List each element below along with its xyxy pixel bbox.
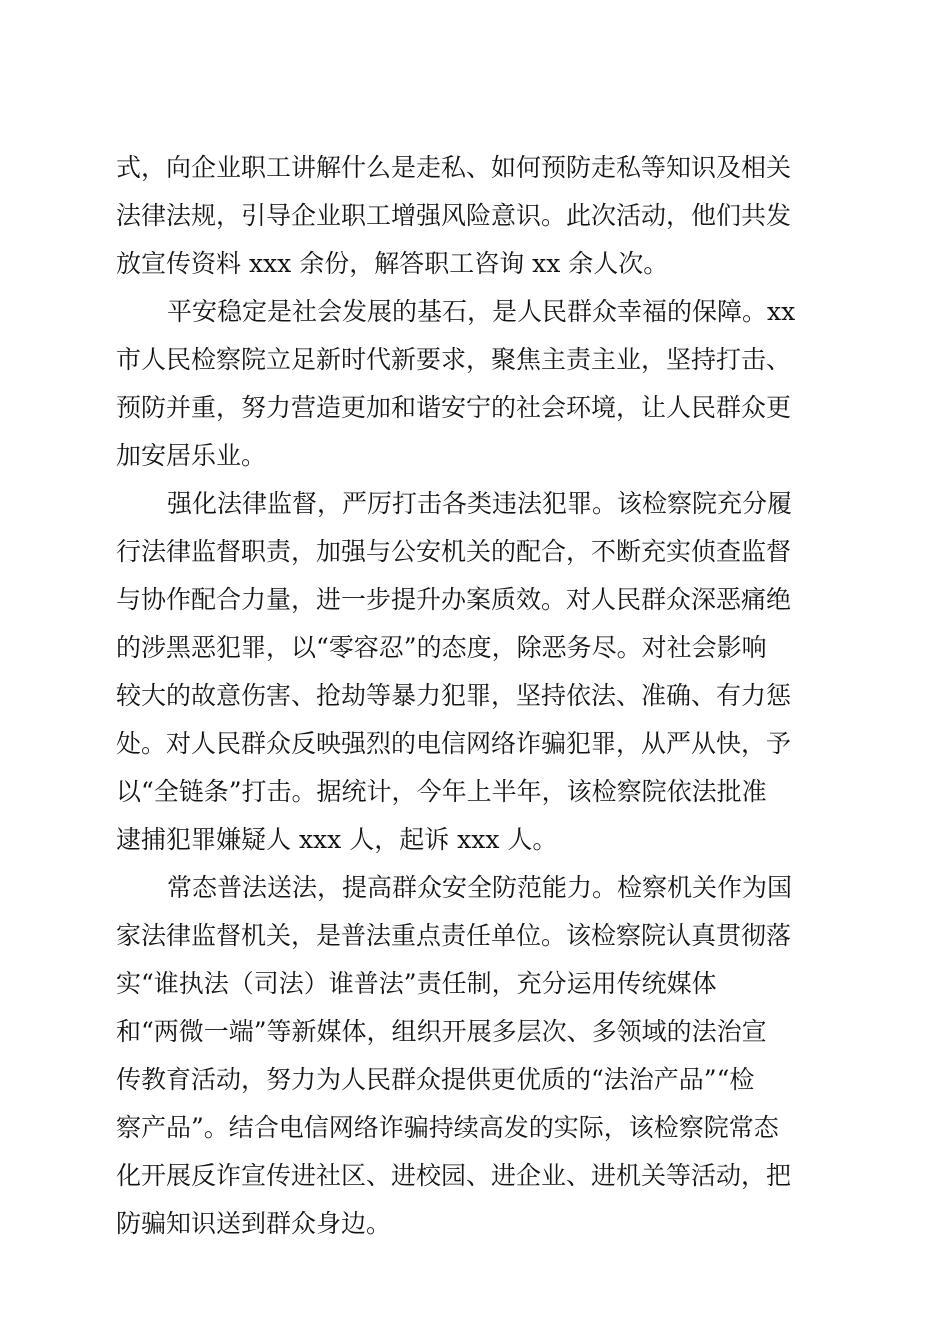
paragraph-3-line-8: 逮捕犯罪嫌疑人 xxx 人，起诉 xxx 人。 <box>116 825 558 854</box>
paragraph-4-line-7: 化开展反诈宣传进社区、进校园、进企业、进机关等活动，把 <box>116 1161 792 1190</box>
paragraph-2-line-2: 市人民检察院立足新时代新要求，聚焦主责主业，坚持打击、 <box>116 345 792 374</box>
paragraph-4-line-3: 实“谁执法（司法）谁普法”责任制，充分运用传统媒体 <box>116 969 717 998</box>
paragraph-3-line-1: 强化法律监督，严厉打击各类违法犯罪。该检察院充分履 <box>167 489 793 518</box>
paragraph-3-line-6: 处。对人民群众反映强烈的电信网络诈骗犯罪，从严从快，予 <box>116 729 792 758</box>
paragraph-4-line-8: 防骗知识送到群众身边。 <box>116 1209 392 1238</box>
paragraph-2-line-3: 预防并重，努力营造更加和谐安宁的社会环境，让人民群众更 <box>116 393 792 422</box>
paragraph-3-line-3: 与协作配合力量，进一步提升办案质效。对人民群众深恶痛绝 <box>116 585 792 614</box>
paragraph-4-line-2: 家法律监督机关，是普法重点责任单位。该检察院认真贯彻落 <box>116 921 792 950</box>
paragraph-3-line-4: 的涉黑恶犯罪，以“零容忍”的态度，除恶务尽。对社会影响 <box>116 633 767 662</box>
paragraph-2-line-1: 平安稳定是社会发展的基石，是人民群众幸福的保障。xx <box>167 297 796 326</box>
paragraph-4-line-1: 常态普法送法，提高群众安全防范能力。检察机关作为国 <box>167 873 793 902</box>
paragraph-1-line-3: 放宣传资料 xxx 余份，解答职工咨询 xx 余人次。 <box>116 249 669 278</box>
paragraph-2-line-4: 加安居乐业。 <box>116 441 267 470</box>
paragraph-4-line-6: 察产品”。结合电信网络诈骗持续高发的实际，该检察院常态 <box>116 1113 779 1142</box>
paragraph-1-line-1: 式，向企业职工讲解什么是走私、如何预防走私等知识及相关 <box>116 153 792 182</box>
paragraph-1-line-2: 法律法规，引导企业职工增强风险意识。此次活动，他们共发 <box>116 201 792 230</box>
paragraph-3-line-5: 较大的故意伤害、抢劫等暴力犯罪，坚持依法、准确、有力惩 <box>116 681 792 710</box>
paragraph-3-line-7: 以“全链条”打击。据统计，今年上半年，该检察院依法批准 <box>116 777 767 806</box>
paragraph-4-line-5: 传教育活动，努力为人民群众提供更优质的“法治产品”“检 <box>116 1065 755 1094</box>
paragraph-4-line-4: 和“两微一端”等新媒体，组织开展多层次、多领域的法治宣 <box>116 1017 767 1046</box>
paragraph-3-line-2: 行法律监督职责，加强与公安机关的配合，不断充实侦查监督 <box>116 537 792 566</box>
